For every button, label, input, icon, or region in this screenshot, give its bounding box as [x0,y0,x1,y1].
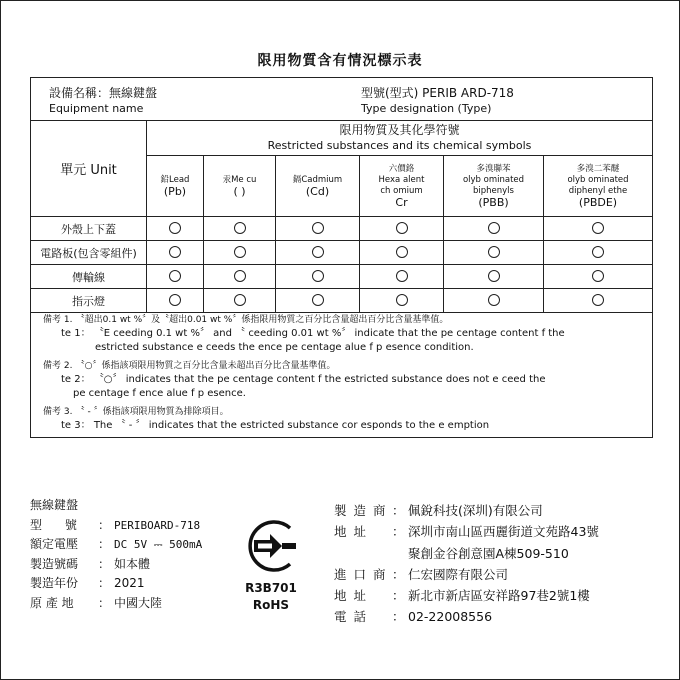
compliant-circle-icon [396,222,408,234]
status-cell [544,265,653,289]
note-3-cn: 〝 - 〞係指該項限用物質為排除項目。 [75,407,229,417]
spec-colon: ： [98,556,111,571]
note-1-prefix: 備考 1. [43,315,73,325]
compliant-circle-icon [592,294,604,306]
manufacturer-row [334,500,599,521]
table-row [31,265,653,289]
note-1-en-a: 〝E ceeding 0.1 wt %〞 and 〝 ceeding 0.01 wt %〞 indicate that the pe centage content f the [93,328,565,339]
status-cell [360,241,444,265]
device-info-row [31,78,653,121]
info-key [334,543,392,564]
info-colon: ： [392,524,405,540]
substance-0-l2: (Pb) [163,185,187,198]
note-2-en-b: pe centage f ence alue f p esence. [73,388,246,399]
table-row [31,217,653,241]
compliant-circle-icon [488,294,500,306]
substance-1-l2: ( ) [233,185,246,198]
info-colon: ： [392,503,405,518]
product-label [30,496,202,613]
manufacturer-row [334,585,599,606]
substance-3-l4: Cr [395,196,408,209]
compliant-circle-icon [592,222,604,234]
compliant-circle-icon [312,222,324,234]
note-1-en-b: estricted substance e ceeds the ence pe centage alue f p esence condition. [95,342,474,353]
info-key: 地址 [334,588,374,604]
equipment-name-en: Equipment name [49,102,144,115]
status-cell [276,217,360,241]
status-cell [444,241,544,265]
bsmi-certification-icon [240,516,302,576]
manufacturer-row [334,606,599,627]
manufacturer-row [334,521,599,542]
status-cell [276,265,360,289]
substances-header-cn: 限用物質及其化學符號 [339,123,460,137]
spec-colon: ： [98,537,111,551]
compliant-circle-icon [592,270,604,282]
substance-5-l2: olyb ominated [567,175,629,185]
info-value: 仁宏國際有限公司 [408,566,509,582]
component-label: 指示燈 [31,289,147,313]
compliant-circle-icon [234,222,246,234]
substances-header [147,121,653,156]
substance-5-l3: diphenyl ethe [568,186,628,196]
substance-2-l2: (Cd) [305,185,330,198]
status-cell [544,241,653,265]
bsmi-code-text: R3B701 [245,581,297,595]
substance-3-l3: ch omium [380,186,423,196]
compliant-circle-icon [234,270,246,282]
info-colon: ： [392,609,405,625]
type-designation-en: Type designation (Type) [361,102,492,115]
restricted-substances-table [30,77,653,438]
info-key: 製造商 [334,503,393,518]
product-heading: 無線鍵盤 [30,498,79,512]
compliant-circle-icon [396,246,408,258]
note-2-cn: 〝○〞係指該項限用物質之百分比含量未超出百分比含量基準值。 [75,361,336,371]
note-2-en-prefix: te 2： [61,374,91,385]
compliant-circle-icon [169,270,181,282]
spec-key: 原 產 地 [30,595,74,610]
info-value: 聚創金谷創意園A棟509-510 [408,545,569,561]
spec-row [30,574,202,594]
compliant-circle-icon [312,294,324,306]
compliant-circle-icon [396,294,408,306]
compliant-circle-icon [488,246,500,258]
note-2-prefix: 備考 2. [43,361,73,371]
substance-3-l2: Hexa alent [378,175,425,185]
spec-row [30,516,202,536]
compliant-circle-icon [312,270,324,282]
info-value: 佩銳科技(深圳)有限公司 [408,503,543,518]
status-cell [204,289,276,313]
note-3-prefix: 備考 3. [43,407,73,417]
substance-5-l1: 多溴二苯醚 [576,164,620,174]
status-cell [544,289,653,313]
status-cell [147,265,204,289]
substance-0-l1: 鉛Lead [160,175,190,185]
spec-value: 如本體 [114,556,151,571]
rohs-text: RoHS [252,598,290,612]
info-colon [392,543,408,564]
unit-header: 單元 Unit [31,121,147,217]
type-designation-cn: 型號(型式) PERIB ARD-718 [361,86,514,100]
note-2-en-a: 〝○〞 indicates that the pe centage content f the estricted substance does not e ceed the [93,374,546,385]
status-cell [204,265,276,289]
substance-header-2 [276,156,360,217]
status-cell [147,241,204,265]
notes-cell [31,313,653,438]
substance-3-l1: 六價鉻 [388,164,415,174]
substance-header-3 [360,156,444,217]
status-cell [276,241,360,265]
spec-value: PERIBOARD-718 [114,518,201,532]
spec-row [30,555,202,575]
info-value: 02-22008556 [408,609,493,625]
status-cell [147,289,204,313]
substance-4-l4: (PBB) [478,196,509,209]
status-cell [147,217,204,241]
compliant-circle-icon [312,246,324,258]
info-key: 地址 [334,524,374,540]
info-key: 電話 [334,609,374,625]
compliant-circle-icon [396,270,408,282]
page-title: 限用物質含有情況標示表 [257,53,423,69]
note-1-en-prefix: te 1： [61,328,91,339]
info-key: 進口商 [334,566,393,582]
manufacturer-row [334,543,599,564]
spec-row [30,535,202,555]
compliant-circle-icon [169,222,181,234]
equipment-name-cn: 設備名稱：無線鍵盤 [49,86,158,100]
substance-4-l3: biphenyls [473,186,514,196]
component-label: 電路板(包含零組件) [31,241,147,265]
substance-header-1 [204,156,276,217]
status-cell [204,217,276,241]
info-colon: ： [392,588,405,604]
status-cell [444,265,544,289]
table-row [31,289,653,313]
spec-key: 製造號碼 [30,556,79,571]
spec-key: 製造年份 [30,576,79,590]
manufacturer-row [334,564,599,585]
status-cell [360,289,444,313]
substance-5-l4: (PBDE) [578,196,618,209]
component-label: 外殼上下蓋 [31,217,147,241]
status-cell [360,217,444,241]
status-cell [276,289,360,313]
table-row [31,241,653,265]
info-value: 深圳市南山區西麗街道文苑路43號 [408,524,599,540]
info-colon: ： [392,566,405,582]
component-label: 傳輸線 [31,265,147,289]
substance-4-l1: 多溴聯苯 [476,164,511,174]
substances-header-en: Restricted substances and its chemical symbols [267,139,532,152]
status-cell [444,289,544,313]
status-cell [544,217,653,241]
substance-header-5 [544,156,653,217]
info-value: 新北市新店區安祥路97巷2號1樓 [408,588,590,604]
spec-colon: ： [98,517,111,532]
status-cell [444,217,544,241]
spec-colon: ： [98,576,111,590]
spec-value: DC 5V ⎓ 500mA [114,538,203,551]
spec-value: 2021 [114,576,145,590]
substance-4-l2: olyb ominated [462,175,525,185]
substance-header-0 [147,156,204,217]
spec-row [30,594,202,614]
status-cell [204,241,276,265]
note-1-cn: 〝超出0.1 wt %〞及〝超出0.01 wt %〞係指限用物質之百分比含量超出百分比含量基準值。 [75,315,449,325]
status-cell [360,265,444,289]
compliant-circle-icon [592,246,604,258]
note-3-en: The 〝 - 〞 indicates that the estricted substance cor esponds to the e emption [93,420,490,431]
compliant-circle-icon [488,222,500,234]
spec-key: 額定電壓 [30,537,79,551]
compliant-circle-icon [169,246,181,258]
manufacturer-info [334,500,599,628]
bsmi-code [228,580,314,614]
substance-2-l1: 鎘Cadmium [292,175,343,185]
substance-header-4 [444,156,544,217]
note-3-en-prefix: te 3： [61,420,91,431]
compliant-circle-icon [234,246,246,258]
compliant-circle-icon [488,270,500,282]
substance-1-l1: 汞Me cu [222,175,257,185]
spec-key: 型 號 [30,517,77,532]
spec-value: 中國大陸 [114,595,163,610]
spec-colon: ： [98,595,111,610]
compliant-circle-icon [234,294,246,306]
compliant-circle-icon [169,294,181,306]
